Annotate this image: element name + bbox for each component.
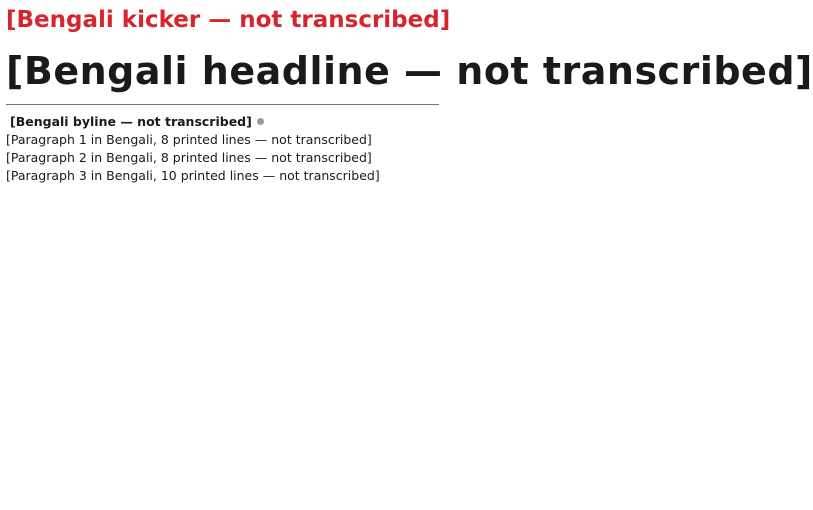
article-body [6,131,439,185]
main-headline: [Bengali headline — not transcribed] [6,49,813,93]
article-paragraph: [Paragraph 3 in Bengali, 10 printed lines — not transcribed] [6,168,380,183]
headline-divider [6,104,439,105]
article-paragraph: [Paragraph 2 in Bengali, 8 printed lines — not transcribed] [6,150,372,165]
headline-kicker: [Bengali kicker — not transcribed] [6,7,451,33]
byline-text: [Bengali byline — not transcribed] [10,114,252,129]
byline-bullet-icon [257,118,264,125]
article-paragraph: [Paragraph 1 in Bengali, 8 printed lines — not transcribed] [6,132,372,147]
byline [10,113,439,131]
